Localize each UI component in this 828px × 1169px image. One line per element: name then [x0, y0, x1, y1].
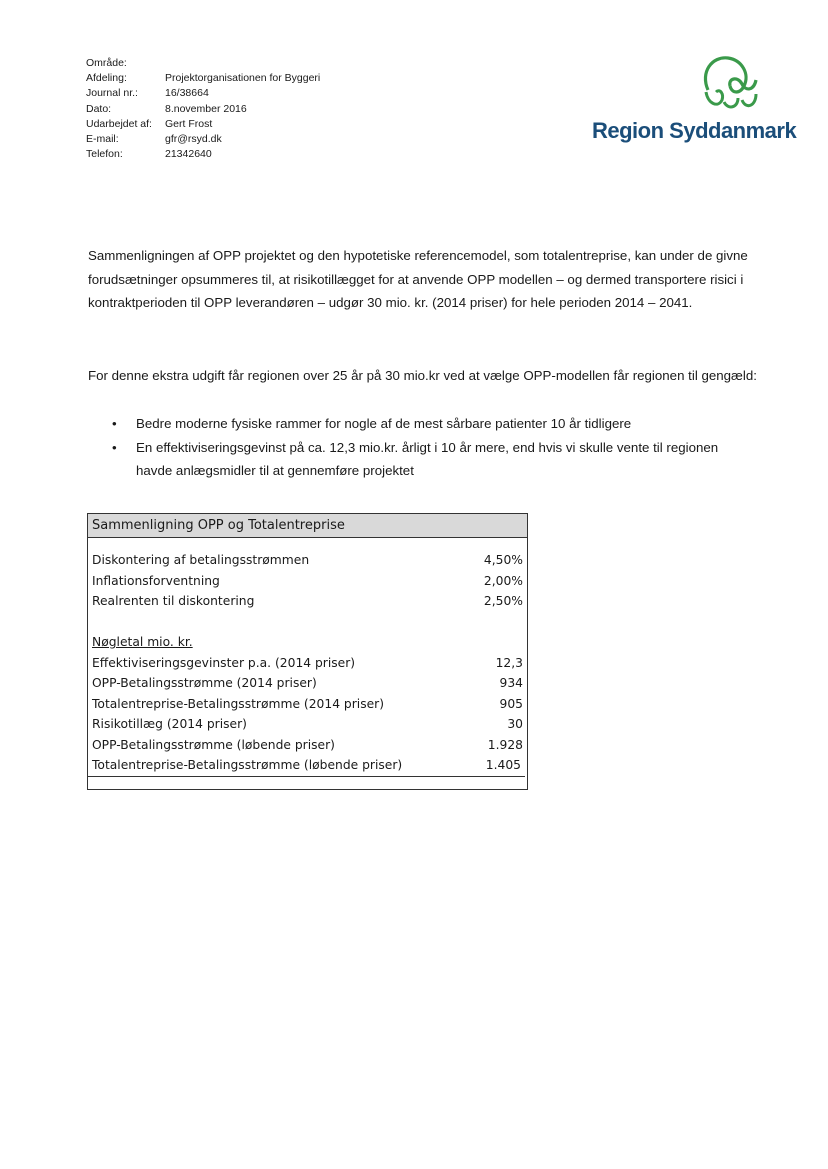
- meta-label: Udarbejdet af:: [86, 117, 152, 130]
- row-value: 934: [499, 676, 523, 690]
- table-row: [88, 550, 527, 571]
- meta-value: 16/38664: [165, 87, 209, 100]
- list-item-text: Bedre moderne fysiske rammer for nogle af de mest sårbare patienter 10 år tidligere: [136, 416, 632, 431]
- table-row: [88, 653, 527, 674]
- list-item: [88, 436, 758, 483]
- meta-value: 21342640: [165, 148, 212, 161]
- row-value: 2,00%: [483, 573, 523, 588]
- table-row: [88, 591, 527, 612]
- comparison-table: [87, 513, 528, 790]
- row-value: 905: [499, 696, 523, 711]
- meta-label: Afdeling:: [86, 72, 127, 85]
- row-label: Totalentreprise-Betalingsstrømme (2014 priser): [92, 696, 385, 711]
- row-label: Effektiviseringsgevinster p.a. (2014 priser): [92, 655, 356, 670]
- table-body: [88, 550, 527, 777]
- document-meta: [86, 56, 320, 162]
- meta-value: Projektorganisationen for Byggeri: [165, 72, 321, 85]
- meta-label: Område:: [86, 57, 127, 69]
- meta-row: [86, 56, 320, 71]
- meta-row: [86, 102, 320, 117]
- meta-value: gfr@rsyd.dk: [165, 133, 222, 146]
- meta-row: [86, 132, 320, 147]
- meta-value: 8.november 2016: [165, 102, 247, 115]
- section-title: Nøgletal mio. kr.: [92, 635, 193, 649]
- row-label: Risikotillæg (2014 priser): [92, 717, 247, 731]
- row-value: 12,3: [495, 655, 523, 670]
- meta-value: Gert Frost: [165, 117, 213, 130]
- meta-label: E-mail:: [86, 133, 119, 146]
- row-value: 1.405: [485, 758, 521, 772]
- table-title: Sammenligning OPP og Totalentreprise: [88, 514, 527, 538]
- meta-label: Dato:: [86, 102, 112, 115]
- row-label: OPP-Betalingsstrømme (løbende priser): [92, 737, 335, 752]
- table-row: [88, 714, 527, 735]
- table-row: [88, 755, 525, 777]
- row-label: Inflationsforventning: [92, 573, 220, 588]
- list-item: [88, 412, 758, 436]
- row-value: 2,50%: [483, 594, 523, 608]
- meta-label: Telefon:: [86, 148, 123, 161]
- row-value: 4,50%: [483, 553, 523, 567]
- row-value: 30: [507, 717, 523, 731]
- table-row: [88, 735, 527, 756]
- meta-row: [86, 71, 320, 86]
- row-value: 1.928: [487, 737, 523, 752]
- summary-paragraph: Sammenligningen af OPP projektet og den hypotetiske referencemodel, som totalentreprise, kan under de givne forudsætninger opsummeres til, at risikotillægget for at anvende OPP modellen – og dermed transportere risici i kontraktperioden til OPP leverandøren – udgør 30 mio. kr. (2014 priser) for hele perioden 2014 – 2041.: [88, 248, 748, 310]
- row-label: Diskontering af betalingsstrømmen: [92, 553, 310, 567]
- table-section-row: [88, 632, 527, 653]
- region-logo: [588, 46, 797, 156]
- row-label: OPP-Betalingsstrømme (2014 priser): [92, 676, 317, 690]
- meta-row: [86, 147, 320, 162]
- table-row: [88, 673, 527, 694]
- row-label: Realrenten til diskontering: [92, 594, 255, 608]
- meta-row: [86, 117, 320, 132]
- table-row: [88, 571, 527, 592]
- table-spacer: [88, 612, 527, 633]
- region-logo-text: Region Syddanmark: [592, 118, 797, 143]
- gain-paragraph: For denne ekstra udgift får regionen over 25 år på 30 mio.kr ved at vælge OPP-modellen får regionen til gengæld:: [88, 368, 757, 383]
- table-row: [88, 694, 527, 715]
- row-label: Totalentreprise-Betalingsstrømme (løbende priser): [92, 758, 403, 772]
- list-item-text: En effektiviseringsgevinst på ca. 12,3 mio.kr. årligt i 10 år mere, end hvis vi skulle vente til regionen havde anlægsmidler til at gennemføre projektet: [136, 439, 719, 478]
- region-logo-icon: [694, 50, 766, 122]
- bullet-icon: •: [112, 416, 117, 431]
- meta-label: Journal nr.:: [86, 87, 138, 100]
- bullet-icon: •: [112, 439, 117, 455]
- meta-row: [86, 86, 320, 101]
- benefit-list: [88, 412, 758, 483]
